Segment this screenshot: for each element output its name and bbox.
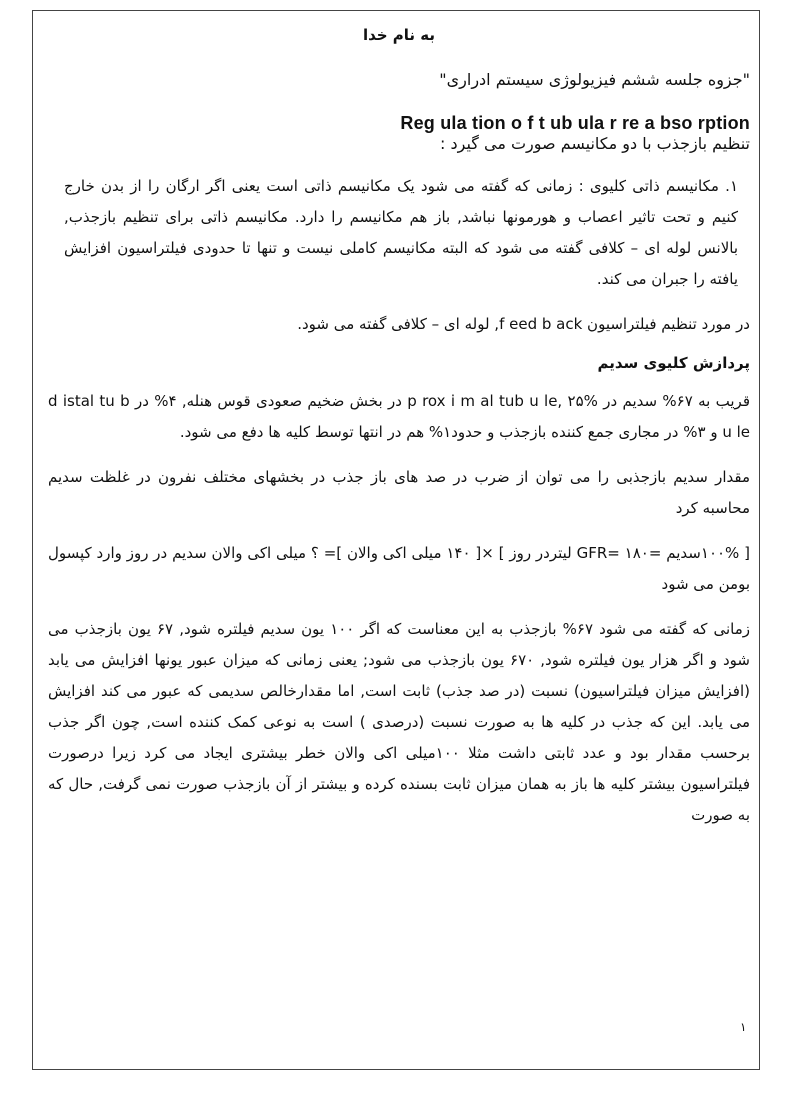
formula-paragraph: [ ۱۰۰%سدیم =GFR= ۱۸۰ لیتردر روز ] ×[ ۱۴۰ میلی اکی والان ]= ؟ میلی اکی والان سدیم در روز وارد کپسول بومن می شود [48,544,751,593]
percentage-explanation-paragraph: زمانی که گفته می شود ۶۷% بازجذب به این معناست که اگر ۱۰۰ یون سدیم فیلتره شود, ۶۷ یون بازجذب می شود و اگر هزار یون فیلتره شود, ۶۷۰ یون بازجذب می شود; یعنی زمانی که میزان عبور یونها افزایش می یابد (افزایش میزان فیلتراسیون) نسبت (در صد جذب) ثابت است, اما مقدارخالص سدیمی که عبور می کند افزایش می یابد. این که جذب در کلیه ها به صورت نسبت (درصدی ) است به نوعی کمک کننده است, چون اگر جذب برحسب مقدار بود و عدد ثابتی داشت مثلا ۱۰۰میلی اکی والان خطر بیشتری ایجاد می کرد زیرا درصورت فیلتراسیون بیشتر کلیه ها باز به همان میزان ثابت بسنده کرده و بیشتر از آن بازجذب صورت نمی گرفت, حال که به صورت [48,620,750,824]
section-heading-sodium: پردازش کلیوی سدیم [597,354,750,372]
feedback-line: در مورد تنظیم فیلتراسیون f eed b ack, لوله ای – کلافی گفته می شود. [297,315,750,333]
page-number: ۱ [740,1020,747,1034]
intro-line: تنظیم بازجذب با دو مکانیسم صورت می گیرد : [440,134,750,153]
document-subtitle: "جزوه جلسه ششم فیزیولوژی سیستم ادراری" [439,70,750,89]
document-body [48,26,750,845]
sodium-reabsorption-paragraph: قریب به ۶۷% سدیم در p rox i m al tub u le, ۲۵% در بخش ضخیم صعودی قوس هنله, ۴% در d istal tu b u le و ۳% در مجاری جمع کننده بازجذب و حدود۱% هم در انتها توسط کلیه ها دفع می شود. [48,392,750,441]
page-title: به نام خدا [362,26,436,44]
latin-heading: Reg ula tion o f t ub ula r re a bso rption [400,113,750,133]
list-item-intrinsic-mechanism: ۱. مکانیسم ذاتی کلیوی : زمانی که گفته می شود یک مکانیسم ذاتی است یعنی اگر ارگان را از بدن خارج کنیم و تحت تاثیر اعصاب و هورمونها نباشد, باز هم مکانیسم را دارد. مکانیسم ذاتی برای تنظیم بازجذب, بالانس لوله ای – کلافی گفته می شود که البته مکانیسم کاملی نیست و تنها تا حدودی فیلتراسیون افزایش یافته را جبران می کند. [64,177,738,288]
calculation-paragraph: مقدار سدیم بازجذبی را می توان از ضرب در صد های باز جذب در بخشهای مختلف نفرون در غلظت سدیم محاسبه کرد [48,468,750,517]
